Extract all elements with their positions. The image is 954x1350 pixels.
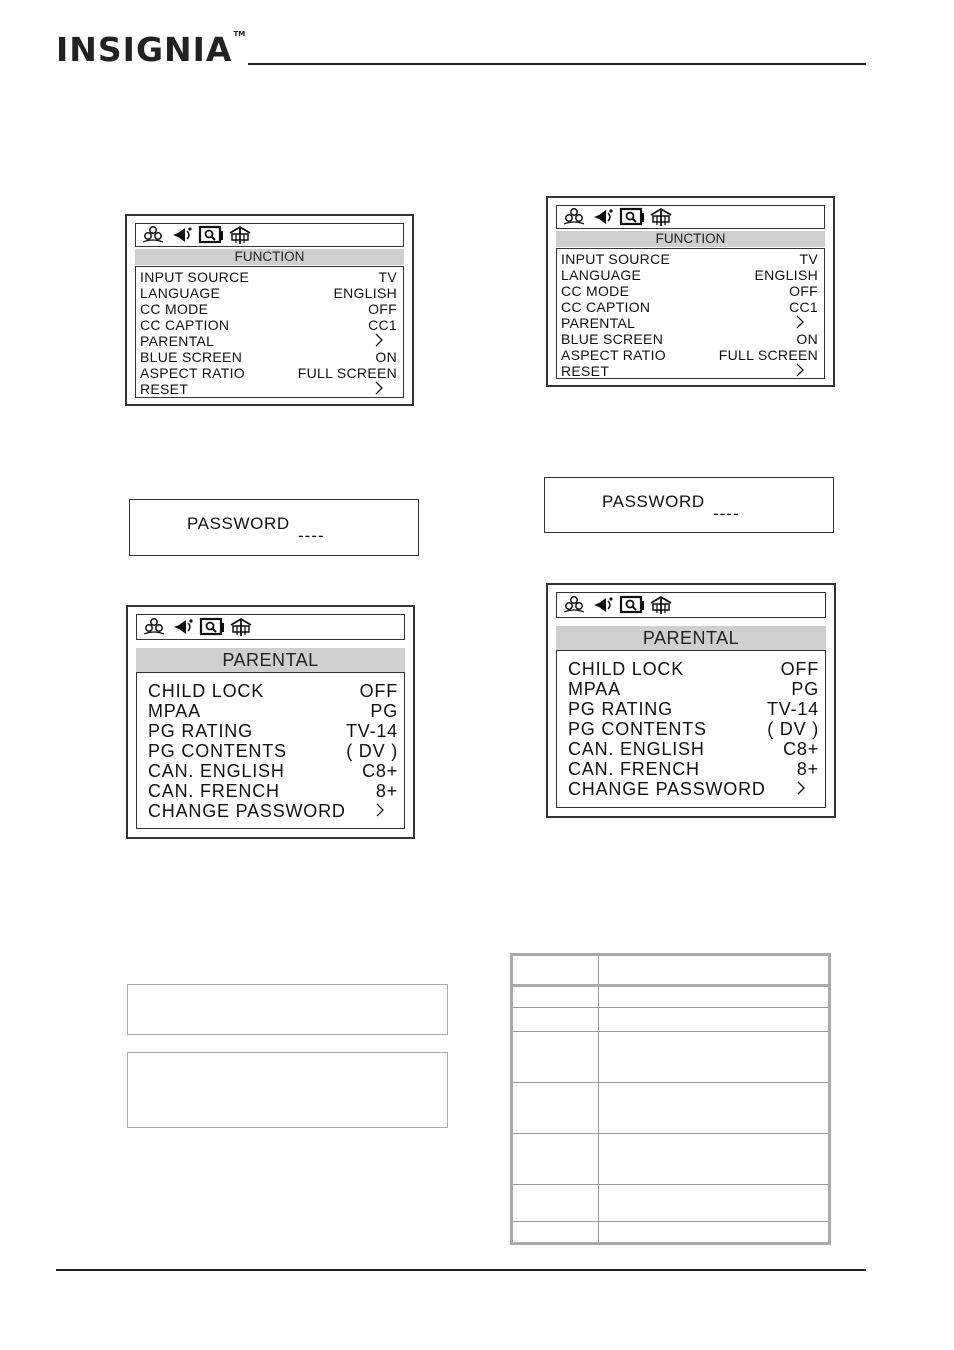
menu-title: PARENTAL [556, 626, 826, 650]
menu-item[interactable] [561, 363, 818, 379]
menu-item-value: 8+ [796, 759, 819, 779]
menu-item-label: INPUT SOURCE [561, 251, 671, 267]
menu-item[interactable] [140, 301, 397, 317]
menu-item-arrow [375, 333, 383, 350]
menu-item-value: ON [796, 331, 818, 347]
footer-rule [56, 1269, 866, 1271]
menu-title: PARENTAL [136, 648, 405, 672]
menu-item-value: CC1 [789, 299, 818, 315]
menu-item-label: PG RATING [148, 721, 253, 741]
menu-item-label: BLUE SCREEN [561, 331, 664, 347]
channel-icon[interactable] [648, 595, 674, 615]
menu-item-value: ON [375, 349, 397, 365]
function-menu-left [125, 214, 414, 406]
password-label: PASSWORD [187, 514, 290, 533]
menu-item-arrow [375, 381, 383, 398]
menu-item[interactable] [140, 365, 397, 381]
menu-item-value: OFF [359, 681, 398, 701]
menu-item[interactable] [148, 741, 398, 761]
menu-item-list [556, 650, 826, 808]
menu-item-label: PG CONTENTS [568, 719, 707, 739]
menu-item-value: C8+ [783, 739, 819, 759]
menu-item[interactable] [148, 681, 398, 701]
menu-item-label: CHANGE PASSWORD [148, 801, 346, 821]
menu-item-value: OFF [368, 301, 397, 317]
menu-item-arrow [796, 315, 804, 332]
channel-icon[interactable] [648, 207, 674, 227]
menu-item-value: ENGLISH [333, 285, 397, 301]
password-entry[interactable]: ---- [713, 504, 740, 523]
menu-item-value: TV-14 [345, 721, 398, 741]
picture-icon[interactable] [561, 595, 587, 615]
menu-item-label: CC MODE [561, 283, 630, 299]
menu-item-value: 8+ [375, 781, 398, 801]
menu-item-label: BLUE SCREEN [140, 349, 243, 365]
menu-item-label: CHILD LOCK [568, 659, 685, 679]
menu-item[interactable] [148, 721, 398, 741]
menu-item-value: TV-14 [766, 699, 819, 719]
menu-item-value: OFF [789, 283, 818, 299]
channel-icon[interactable] [227, 225, 253, 245]
menu-item-arrow [796, 363, 804, 380]
password-entry[interactable]: ---- [298, 526, 325, 545]
menu-item[interactable] [568, 759, 819, 779]
menu-item-value: ( DV ) [346, 741, 398, 761]
parental-menu-left [126, 605, 415, 839]
menu-item-value: ( DV ) [767, 719, 819, 739]
header-rule [248, 63, 866, 65]
function-menu-right [546, 196, 835, 387]
menu-item[interactable] [568, 679, 819, 699]
menu-item[interactable] [561, 347, 818, 363]
menu-item-value: C8+ [362, 761, 398, 781]
menu-item[interactable] [140, 285, 397, 301]
menu-item-value: ENGLISH [754, 267, 818, 283]
picture-icon[interactable] [561, 207, 587, 227]
picture-icon[interactable] [141, 617, 167, 637]
menu-icon-bar [135, 223, 404, 247]
table-row-divider [513, 1082, 828, 1083]
submenu-arrow-icon [375, 381, 383, 395]
menu-item-label: CHANGE PASSWORD [568, 779, 766, 799]
note-box [127, 1052, 448, 1128]
table-row-divider [513, 1184, 828, 1185]
menu-item-label: MPAA [148, 701, 201, 721]
sound-icon[interactable] [590, 595, 616, 615]
password-dialog-right[interactable] [544, 477, 834, 533]
menu-item-label: CAN. ENGLISH [568, 739, 705, 759]
menu-item[interactable] [561, 267, 818, 283]
menu-item[interactable] [140, 381, 397, 397]
menu-item[interactable] [140, 317, 397, 333]
function-icon[interactable] [619, 595, 645, 615]
menu-icon-bar [556, 205, 825, 229]
menu-item-label: RESET [561, 363, 610, 379]
menu-item[interactable] [568, 739, 819, 759]
menu-item-label: LANGUAGE [140, 285, 221, 301]
menu-item-label: ASPECT RATIO [561, 347, 666, 363]
menu-item-arrow [376, 801, 384, 821]
picture-icon[interactable] [140, 225, 166, 245]
menu-item-list [556, 248, 825, 379]
menu-item-label: LANGUAGE [561, 267, 642, 283]
menu-item-label: CAN. ENGLISH [148, 761, 285, 781]
menu-item-list [135, 266, 404, 398]
menu-item-label: CHILD LOCK [148, 681, 265, 701]
menu-item-value: CC1 [368, 317, 397, 333]
menu-icon-bar [556, 592, 826, 618]
table-row-divider [513, 1221, 828, 1222]
function-icon[interactable] [198, 225, 224, 245]
menu-item-label: INPUT SOURCE [140, 269, 250, 285]
menu-item[interactable] [561, 283, 818, 299]
submenu-arrow-icon [796, 315, 804, 329]
menu-item-label: CAN. FRENCH [568, 759, 700, 779]
table-row-divider [513, 1133, 828, 1134]
password-label: PASSWORD [602, 492, 705, 511]
menu-item-label: RESET [140, 381, 189, 397]
menu-item-arrow [797, 779, 805, 799]
note-box [127, 984, 448, 1035]
parental-menu-right [546, 583, 836, 818]
menu-item-label: CC CAPTION [561, 299, 651, 315]
submenu-arrow-icon [376, 801, 384, 815]
menu-item-value: PG [370, 701, 398, 721]
menu-item-label: PG CONTENTS [148, 741, 287, 761]
submenu-arrow-icon [797, 779, 805, 793]
menu-item[interactable] [561, 331, 818, 347]
menu-item-label: PARENTAL [140, 333, 215, 349]
table-header-divider [513, 984, 828, 987]
menu-item-value: OFF [780, 659, 819, 679]
menu-item[interactable] [568, 659, 819, 679]
menu-title: FUNCTION [556, 231, 825, 247]
menu-item-label: PARENTAL [561, 315, 636, 331]
menu-item[interactable] [561, 315, 818, 331]
menu-item[interactable] [148, 701, 398, 721]
submenu-arrow-icon [375, 333, 383, 347]
menu-item-label: CC CAPTION [140, 317, 230, 333]
menu-item[interactable] [568, 699, 819, 719]
menu-title: FUNCTION [135, 249, 404, 265]
menu-item-value: TV [799, 251, 818, 267]
sound-icon[interactable] [590, 207, 616, 227]
submenu-arrow-icon [796, 363, 804, 377]
menu-item-value: FULL SCREEN [718, 347, 818, 363]
menu-item[interactable] [568, 779, 819, 799]
function-icon[interactable] [199, 617, 225, 637]
password-dialog-left[interactable] [129, 499, 419, 556]
ratings-table [510, 953, 831, 1245]
menu-item[interactable] [561, 251, 818, 267]
brand-logo: INSIGNIA™ [56, 30, 246, 69]
menu-item[interactable] [140, 349, 397, 365]
sound-icon[interactable] [169, 225, 195, 245]
table-column-divider [598, 956, 599, 1242]
menu-item[interactable] [140, 269, 397, 285]
menu-item[interactable] [140, 333, 397, 349]
sound-icon[interactable] [170, 617, 196, 637]
menu-item-list [136, 672, 405, 829]
table-row-divider [513, 1031, 828, 1032]
menu-item[interactable] [568, 719, 819, 739]
menu-item[interactable] [561, 299, 818, 315]
menu-item-value: PG [791, 679, 819, 699]
channel-icon[interactable] [228, 617, 254, 637]
menu-item-value: FULL SCREEN [297, 365, 397, 381]
menu-item-label: CAN. FRENCH [148, 781, 280, 801]
menu-item[interactable] [148, 801, 398, 821]
function-icon[interactable] [619, 207, 645, 227]
table-row-divider [513, 1007, 828, 1008]
menu-icon-bar [136, 614, 405, 640]
menu-item-label: PG RATING [568, 699, 673, 719]
menu-item-label: CC MODE [140, 301, 209, 317]
menu-item-value: TV [378, 269, 397, 285]
menu-item-label: ASPECT RATIO [140, 365, 245, 381]
menu-item[interactable] [148, 761, 398, 781]
menu-item[interactable] [148, 781, 398, 801]
menu-item-label: MPAA [568, 679, 621, 699]
